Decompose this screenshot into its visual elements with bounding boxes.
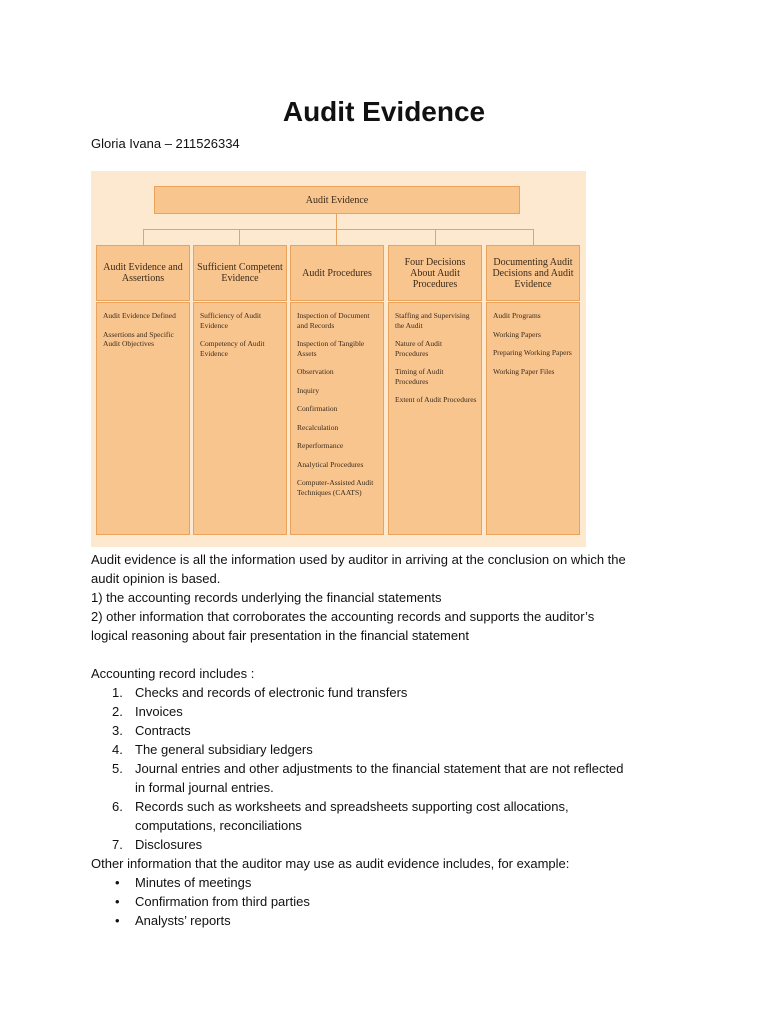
other-list-item	[91, 873, 681, 892]
diagram-item: Staffing and Supervising the Audit	[395, 311, 470, 330]
diagram-item: Competency of Audit Evidence	[200, 339, 265, 358]
diagram-column-heading: Sufficient Competent Evidence	[193, 245, 287, 301]
diagram-item: Analytical Procedures	[297, 459, 364, 469]
diagram-column-body	[290, 302, 384, 535]
list-number: 5.	[112, 761, 123, 776]
diagram-item: Timing of Audit Procedures	[395, 367, 444, 386]
list-item-text: in formal journal entries.	[135, 780, 274, 795]
diagram-item: Inspection of Tangible Assets	[297, 339, 365, 358]
other-list-item	[91, 892, 681, 911]
list-item-text: Confirmation from third parties	[135, 894, 310, 909]
intro-line: audit opinion is based.	[91, 571, 221, 586]
diagram-item: Reperformance	[297, 441, 344, 450]
accounting-list	[91, 683, 681, 854]
diagram-item: Sufficiency of Audit Evidence	[200, 311, 262, 330]
diagram-item: Audit Evidence Defined	[103, 311, 176, 320]
diagram-column-heading: Documenting Audit Decisions and Audit Evidence	[486, 245, 580, 301]
connector-line	[435, 229, 436, 245]
intro-line: logical reasoning about fair presentation in the financial statement	[91, 628, 469, 643]
diagram-item: Audit Programs	[493, 311, 541, 320]
accounting-list-item	[91, 797, 681, 835]
diagram-item: Extent of Audit Procedures	[395, 395, 477, 404]
list-number: 4.	[112, 742, 123, 757]
other-heading: Other information that the auditor may use as audit evidence includes, for example:	[91, 856, 570, 871]
author-line: Gloria Ivana – 211526334	[91, 136, 240, 151]
intro-line: 2) other information that corroborates the accounting records and supports the auditor’s	[91, 609, 595, 624]
diagram-item: Inspection of Document and Records	[297, 311, 370, 330]
diagram-column-body	[193, 302, 287, 535]
list-number: 6.	[112, 799, 123, 814]
accounting-list-item	[91, 702, 681, 721]
list-number: 3.	[112, 723, 123, 738]
diagram-column-heading: Audit Procedures	[290, 245, 384, 301]
diagram-item: Working Papers	[493, 329, 541, 339]
accounting-list-item	[91, 721, 681, 740]
body-text	[91, 550, 681, 930]
list-number: 7.	[112, 837, 123, 852]
connector-line	[533, 229, 534, 245]
accounting-list-item	[91, 683, 681, 702]
intro-line: 1) the accounting records underlying the financial statements	[91, 590, 442, 605]
diagram-column-body	[96, 302, 190, 535]
accounting-list-item	[91, 759, 681, 797]
diagram-item: Computer-Assisted Audit Techniques (CAATS)	[297, 478, 374, 497]
diagram-column-heading: Audit Evidence and Assertions	[96, 245, 190, 301]
accounting-heading: Accounting record includes :	[91, 666, 255, 681]
diagram-item: Nature of Audit Procedures	[395, 339, 443, 358]
connector-line	[143, 229, 533, 230]
list-item-text: Checks and records of electronic fund transfers	[135, 685, 408, 700]
list-number: 1.	[112, 685, 123, 700]
bullet-icon: •	[115, 875, 120, 890]
connector-line	[143, 229, 144, 245]
diagram-item: Inquiry	[297, 385, 320, 395]
list-number: 2.	[112, 704, 123, 719]
bullet-icon: •	[115, 894, 120, 909]
diagram-item: Assertions and Specific Audit Objectives	[103, 329, 174, 348]
diagram-column-body	[388, 302, 482, 535]
list-item-text: Contracts	[135, 723, 191, 738]
list-item-text: Analysts’ reports	[135, 913, 231, 928]
list-item-text: Minutes of meetings	[135, 875, 252, 890]
connector-line	[239, 229, 240, 245]
diagram-item: Confirmation	[297, 404, 338, 413]
document-title: Audit Evidence	[282, 96, 486, 127]
diagram-item: Working Paper Files	[493, 366, 555, 376]
list-item-text: computations, reconciliations	[135, 818, 302, 833]
list-item-text: Disclosures	[135, 837, 203, 852]
diagram-item: Preparing Working Papers	[493, 348, 572, 357]
diagram-column-body	[486, 302, 580, 535]
accounting-list-item	[91, 740, 681, 759]
intro-line: Audit evidence is all the information used by auditor in arriving at the conclusion on which the	[91, 552, 626, 567]
audit-evidence-diagram	[91, 171, 586, 547]
intro-paragraph	[91, 550, 681, 645]
connector-line	[336, 214, 337, 230]
list-item-text: Journal entries and other adjustments to the financial statement that are not reflected	[135, 761, 624, 776]
other-list-item	[91, 911, 681, 930]
diagram-column-heading: Four Decisions About Audit Procedures	[388, 245, 482, 301]
diagram-root-box: Audit Evidence	[154, 186, 520, 214]
bullet-icon: •	[115, 913, 120, 928]
diagram-item: Recalculation	[297, 422, 339, 432]
list-item-text: The general subsidiary ledgers	[135, 742, 313, 757]
connector-line	[336, 229, 337, 245]
list-item-text: Invoices	[135, 704, 183, 719]
accounting-list-item	[91, 835, 681, 854]
list-item-text: Records such as worksheets and spreadsheets supporting cost allocations,	[135, 799, 569, 814]
diagram-item: Observation	[297, 367, 334, 376]
other-list	[91, 873, 681, 930]
